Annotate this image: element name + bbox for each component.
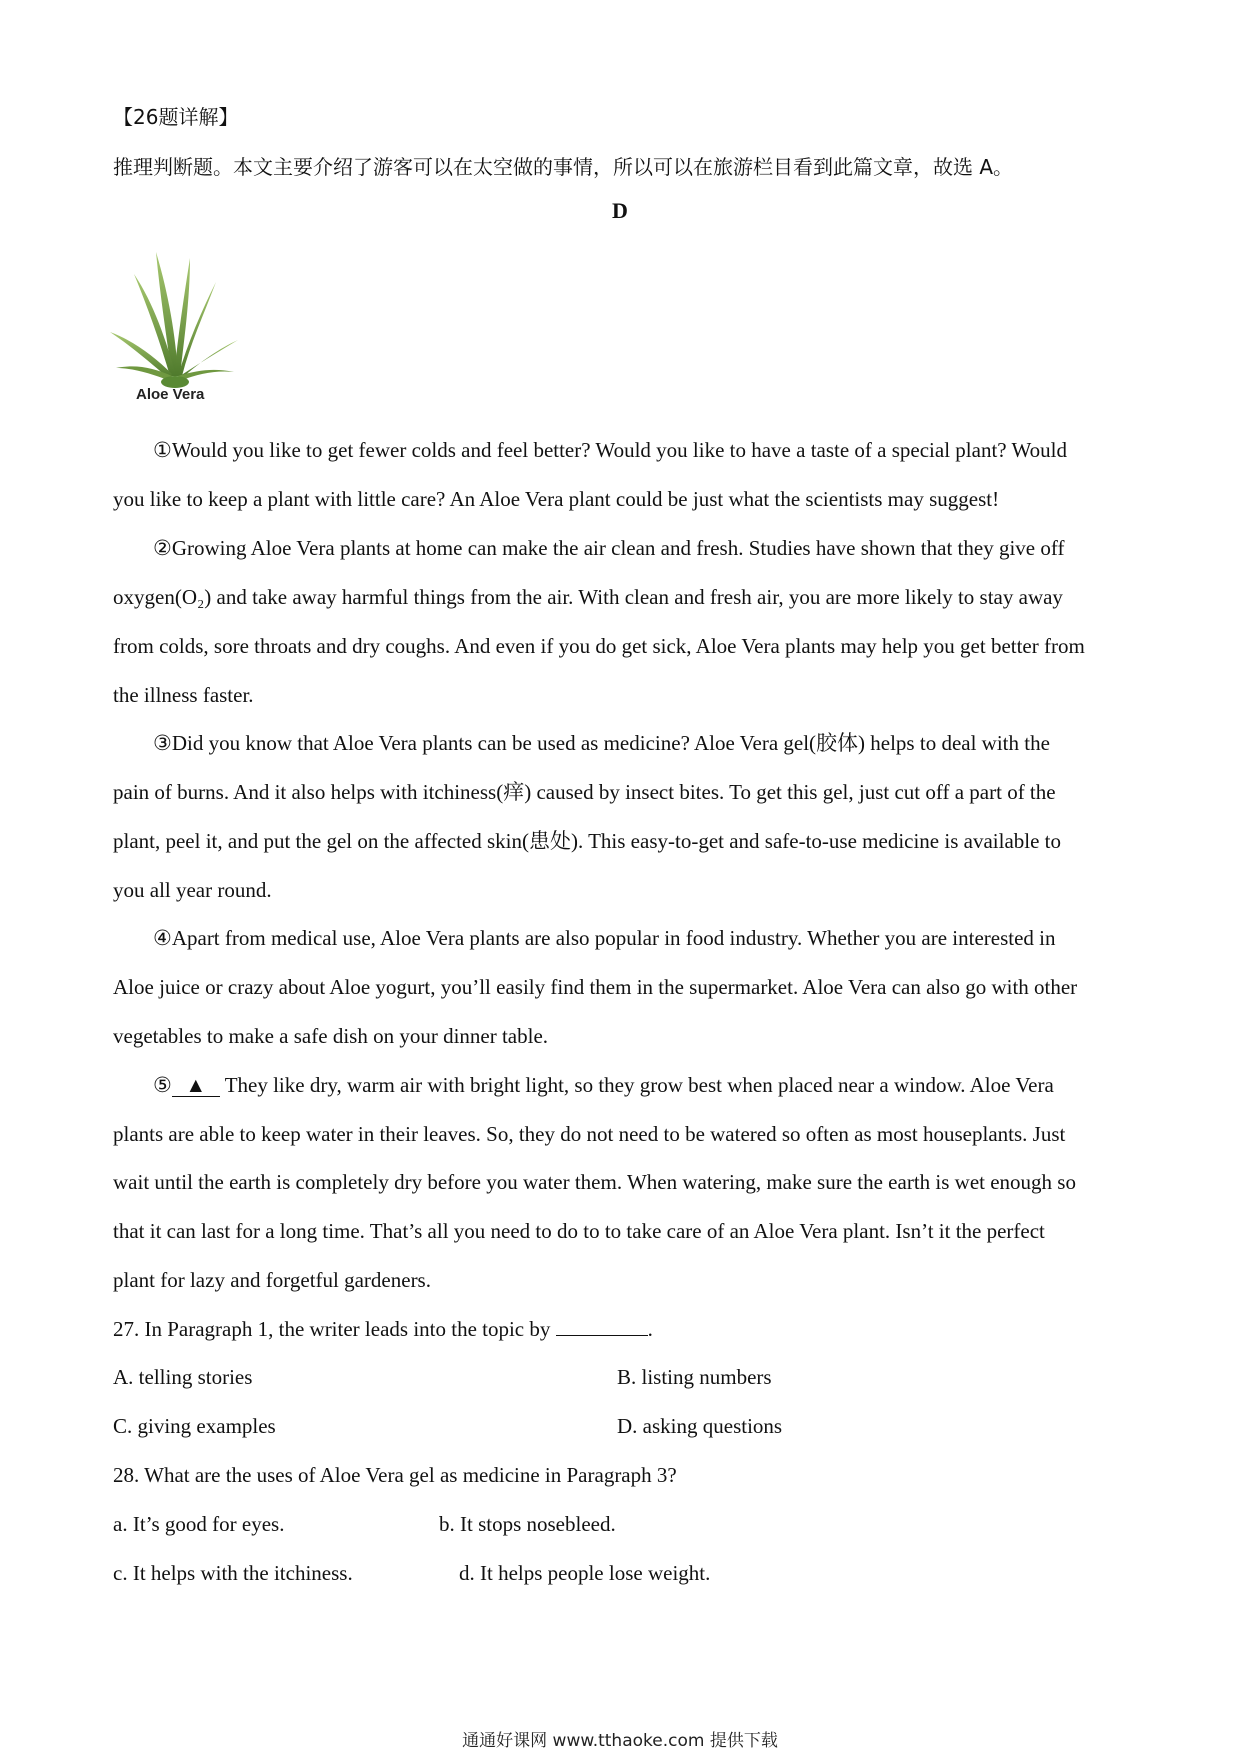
- passage-line: vegetables to make a safe dish on your dinner table.: [113, 1024, 549, 1048]
- option-c-lower: c. It helps with the itchiness.: [113, 1561, 353, 1585]
- passage-line: plant for lazy and forgetful gardeners.: [113, 1268, 431, 1292]
- passage-line: ②Growing Aloe Vera plants at home can make the air clean and fresh. Studies have shown that they give off: [153, 536, 1065, 560]
- passage-line-with-blank: [153, 1071, 1054, 1099]
- answer-explanation: 推理判断题。本文主要介绍了游客可以在太空做的事情，所以可以在旅游栏目看到此篇文章，故选 A。: [113, 155, 1014, 179]
- section-letter: D: [612, 198, 628, 223]
- answer-detail-label: 【26题详解】: [113, 105, 239, 129]
- question-text: 27. In Paragraph 1, the writer leads into the topic by: [113, 1317, 551, 1341]
- passage-line: plants are able to keep water in their leaves. So, they do not need to be watered so often as most houseplants. Just: [113, 1122, 1066, 1146]
- option-d-lower: d. It helps people lose weight.: [459, 1561, 711, 1585]
- option-b: B. listing numbers: [617, 1365, 772, 1389]
- passage-line: plant, peel it, and put the gel on the affected skin(患处). This easy-to-get and safe-to-use medicine is available to: [113, 829, 1062, 853]
- passage-line: the illness faster.: [113, 683, 254, 707]
- passage-line: pain of burns. And it also helps with itchiness(痒) caused by insect bites. To get this gel, just cut off a part of the: [113, 780, 1056, 804]
- passage-line: you like to keep a plant with little care? An Aloe Vera plant could be just what the scientists may suggest!: [113, 487, 1000, 511]
- option-a: A. telling stories: [113, 1365, 253, 1389]
- passage-line-text: They like dry, warm air with bright light, so they grow best when placed near a window. Aloe Vera: [219, 1073, 1054, 1097]
- passage-line: oxygen(O₂) and take away harmful things from the air. With clean and fresh air, you are more likely to stay away: [113, 585, 1063, 609]
- fill-in-blank-line: [556, 1315, 648, 1336]
- option-a-lower: a. It’s good for eyes.: [113, 1512, 285, 1536]
- answer-blank: ▲: [172, 1074, 220, 1097]
- passage-line: ④Apart from medical use, Aloe Vera plants are also popular in food industry. Whether you are interested in: [153, 926, 1056, 950]
- option-c: C. giving examples: [113, 1414, 276, 1438]
- question-stem-end: .: [647, 1317, 653, 1341]
- passage-line: ③Did you know that Aloe Vera plants can be used as medicine? Aloe Vera gel(胶体) helps to deal with the: [153, 731, 1050, 755]
- option-b-lower: b. It stops nosebleed.: [439, 1512, 616, 1536]
- question-27-stem: [113, 1315, 653, 1343]
- paragraph-number: ⑤: [153, 1073, 172, 1097]
- option-d: D. asking questions: [617, 1414, 783, 1438]
- page-footer: 通通好课网 www.tthaoke.com 提供下载: [462, 1731, 778, 1751]
- passage-line: ①Would you like to get fewer colds and feel better? Would you like to have a taste of a special plant? Would: [153, 438, 1067, 462]
- passage-line: from colds, sore throats and dry coughs. And even if you do get sick, Aloe Vera plants may help you get better from: [113, 634, 1085, 658]
- question-28-stem: 28. What are the uses of Aloe Vera gel as medicine in Paragraph 3?: [113, 1463, 677, 1487]
- aloe-vera-plant-image: [108, 244, 240, 404]
- passage-line: Aloe juice or crazy about Aloe yogurt, you’ll easily find them in the supermarket. Aloe Vera can also go with other: [113, 975, 1078, 999]
- figure-caption: Aloe Vera: [136, 386, 205, 403]
- passage-line: wait until the earth is completely dry before you water them. When watering, make sure the earth is wet enough so: [113, 1170, 1076, 1194]
- passage-line: you all year round.: [113, 878, 272, 902]
- passage-line: that it can last for a long time. That’s all you need to do to to take care of an Aloe Vera plant. Isn’t it the perfect: [113, 1219, 1045, 1243]
